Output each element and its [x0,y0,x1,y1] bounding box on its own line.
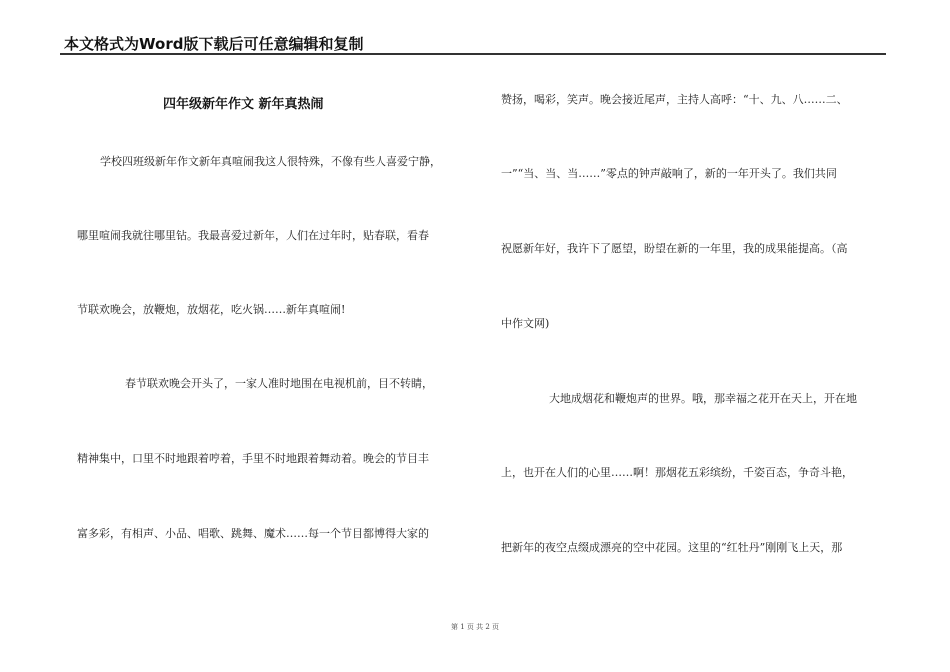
paragraph-line: 学校四班级新年作文新年真喧闹我这人很特殊，不像有些人喜爱宁静， [100,155,441,168]
paragraph-line: 把新年的夜空点缀成漂亮的空中花园。这里的“红牡丹”刚刚飞上天，那 [501,541,843,554]
paragraph-line: 上，也开在人们的心里……啊！那烟花五彩缤纷，千姿百态，争奇斗艳， [501,466,853,479]
document-title: 四年级新年作文 新年真热闹 [163,97,324,112]
paragraph-line: 富多彩，有相声、小品、唱歌、跳舞、魔术……每一个节目都博得大家的 [77,527,429,540]
paragraph-line: 春节联欢晚会开头了，一家人准时地围在电视机前，目不转睛， [125,377,433,390]
paragraph-line: 大地成烟花和鞭炮声的世界。哦，那幸福之花开在天上，开在地 [549,392,857,405]
paragraph-line: 节联欢晚会，放鞭炮，放烟花，吃火锅……新年真喧闹! [77,303,346,316]
header-divider [60,53,886,55]
paragraph-line: 祝愿新年好，我许下了愿望，盼望在新的一年里，我的成果能提高。（高 [501,242,848,255]
paragraph-line: 精神集中，口里不时地跟着哼着，手里不时地跟着舞动着。晚会的节目丰 [77,452,429,465]
paragraph-line: 赞扬，喝彩，笑声。晚会接近尾声，主持人高呼：“十、九、八……二、 [501,93,848,106]
paragraph-line: 哪里喧闹我就往哪里钻。我最喜爱过新年，人们在过年时，贴春联，看春 [77,229,429,242]
paragraph-line: 中作文网) [501,317,550,330]
paragraph-line: 一”“当、当、当……”零点的钟声敲响了，新的一年开头了。我们共同 [501,167,837,180]
page-number-footer: 第 1 页 共 2 页 [450,623,500,631]
header-banner: 本文格式为Word版下载后可任意编辑和复制 [64,35,364,53]
